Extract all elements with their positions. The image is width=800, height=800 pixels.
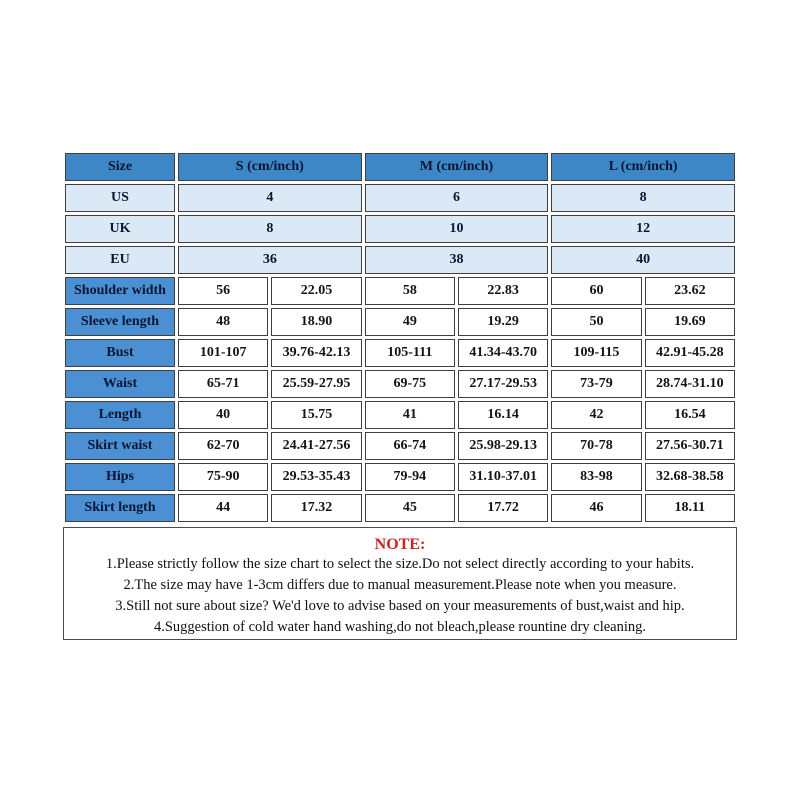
- cell-value: 8: [178, 215, 362, 243]
- table-row-eu: [65, 246, 735, 274]
- cell-value: 12: [551, 215, 735, 243]
- cell-value: 40: [178, 401, 268, 429]
- cell-value: 62-70: [178, 432, 268, 460]
- note-box: [63, 527, 737, 640]
- cell-value: 75-90: [178, 463, 268, 491]
- row-label: US: [65, 184, 175, 212]
- row-label: UK: [65, 215, 175, 243]
- cell-value: 48: [178, 308, 268, 336]
- note-title: NOTE:: [374, 536, 426, 553]
- cell-value: 70-78: [551, 432, 641, 460]
- cell-value: 40: [551, 246, 735, 274]
- note-line-2: 2.The size may have 1-3cm differs due to manual measurement.Please note when you measure.: [123, 577, 677, 593]
- cell-value: 109-115: [551, 339, 641, 367]
- header-size-s: S (cm/inch): [178, 153, 362, 181]
- cell-value: 83-98: [551, 463, 641, 491]
- cell-value: 4: [178, 184, 362, 212]
- table-row-skirt-length: [65, 494, 735, 522]
- cell-value: 24.41-27.56: [271, 432, 361, 460]
- cell-value: 15.75: [271, 401, 361, 429]
- cell-value: 8: [551, 184, 735, 212]
- cell-value: 23.62: [645, 277, 735, 305]
- row-label: Length: [65, 401, 175, 429]
- cell-value: 65-71: [178, 370, 268, 398]
- cell-value: 41: [365, 401, 455, 429]
- cell-value: 46: [551, 494, 641, 522]
- cell-value: 36: [178, 246, 362, 274]
- cell-value: 38: [365, 246, 549, 274]
- cell-value: 19.69: [645, 308, 735, 336]
- header-size-l: L (cm/inch): [551, 153, 735, 181]
- table-row-uk: [65, 215, 735, 243]
- cell-value: 19.29: [458, 308, 548, 336]
- cell-value: 25.59-27.95: [271, 370, 361, 398]
- row-label: EU: [65, 246, 175, 274]
- row-label: Sleeve length: [65, 308, 175, 336]
- table-row-hips: [65, 463, 735, 491]
- cell-value: 18.90: [271, 308, 361, 336]
- cell-value: 41.34-43.70: [458, 339, 548, 367]
- cell-value: 101-107: [178, 339, 268, 367]
- row-label: Skirt waist: [65, 432, 175, 460]
- cell-value: 22.83: [458, 277, 548, 305]
- row-label: Shoulder width: [65, 277, 175, 305]
- table-row-length: [65, 401, 735, 429]
- cell-value: 27.56-30.71: [645, 432, 735, 460]
- header-size: Size: [65, 153, 175, 181]
- cell-value: 27.17-29.53: [458, 370, 548, 398]
- row-label: Waist: [65, 370, 175, 398]
- cell-value: 79-94: [365, 463, 455, 491]
- cell-value: 32.68-38.58: [645, 463, 735, 491]
- cell-value: 10: [365, 215, 549, 243]
- cell-value: 73-79: [551, 370, 641, 398]
- cell-value: 16.54: [645, 401, 735, 429]
- table-row-waist: [65, 370, 735, 398]
- table-row-us: [65, 184, 735, 212]
- table-row-bust: [65, 339, 735, 367]
- cell-value: 29.53-35.43: [271, 463, 361, 491]
- table-row-skirt-waist: [65, 432, 735, 460]
- cell-value: 31.10-37.01: [458, 463, 548, 491]
- cell-value: 105-111: [365, 339, 455, 367]
- cell-value: 69-75: [365, 370, 455, 398]
- cell-value: 25.98-29.13: [458, 432, 548, 460]
- cell-value: 28.74-31.10: [645, 370, 735, 398]
- note-line-3: 3.Still not sure about size? We'd love to advise based on your measurements of bust,waist and hip.: [115, 598, 685, 614]
- table-row-shoulder-width: [65, 277, 735, 305]
- note-line-1: 1.Please strictly follow the size chart to select the size.Do not select directly according to your habits.: [105, 556, 695, 572]
- cell-value: 39.76-42.13: [271, 339, 361, 367]
- cell-value: 56: [178, 277, 268, 305]
- note-line-4: 4.Suggestion of cold water hand washing,do not bleach,please rountine dry cleaning.: [153, 619, 647, 635]
- cell-value: 49: [365, 308, 455, 336]
- cell-value: 16.14: [458, 401, 548, 429]
- cell-value: 17.32: [271, 494, 361, 522]
- cell-value: 58: [365, 277, 455, 305]
- cell-value: 18.11: [645, 494, 735, 522]
- cell-value: 6: [365, 184, 549, 212]
- table-header-row: [65, 153, 735, 181]
- cell-value: 22.05: [271, 277, 361, 305]
- cell-value: 60: [551, 277, 641, 305]
- cell-value: 50: [551, 308, 641, 336]
- row-label: Bust: [65, 339, 175, 367]
- cell-value: 66-74: [365, 432, 455, 460]
- header-size-m: M (cm/inch): [365, 153, 549, 181]
- cell-value: 17.72: [458, 494, 548, 522]
- row-label: Hips: [65, 463, 175, 491]
- size-chart-table: [62, 150, 738, 525]
- row-label: Skirt length: [65, 494, 175, 522]
- cell-value: 45: [365, 494, 455, 522]
- cell-value: 42: [551, 401, 641, 429]
- cell-value: 42.91-45.28: [645, 339, 735, 367]
- table-row-sleeve-length: [65, 308, 735, 336]
- cell-value: 44: [178, 494, 268, 522]
